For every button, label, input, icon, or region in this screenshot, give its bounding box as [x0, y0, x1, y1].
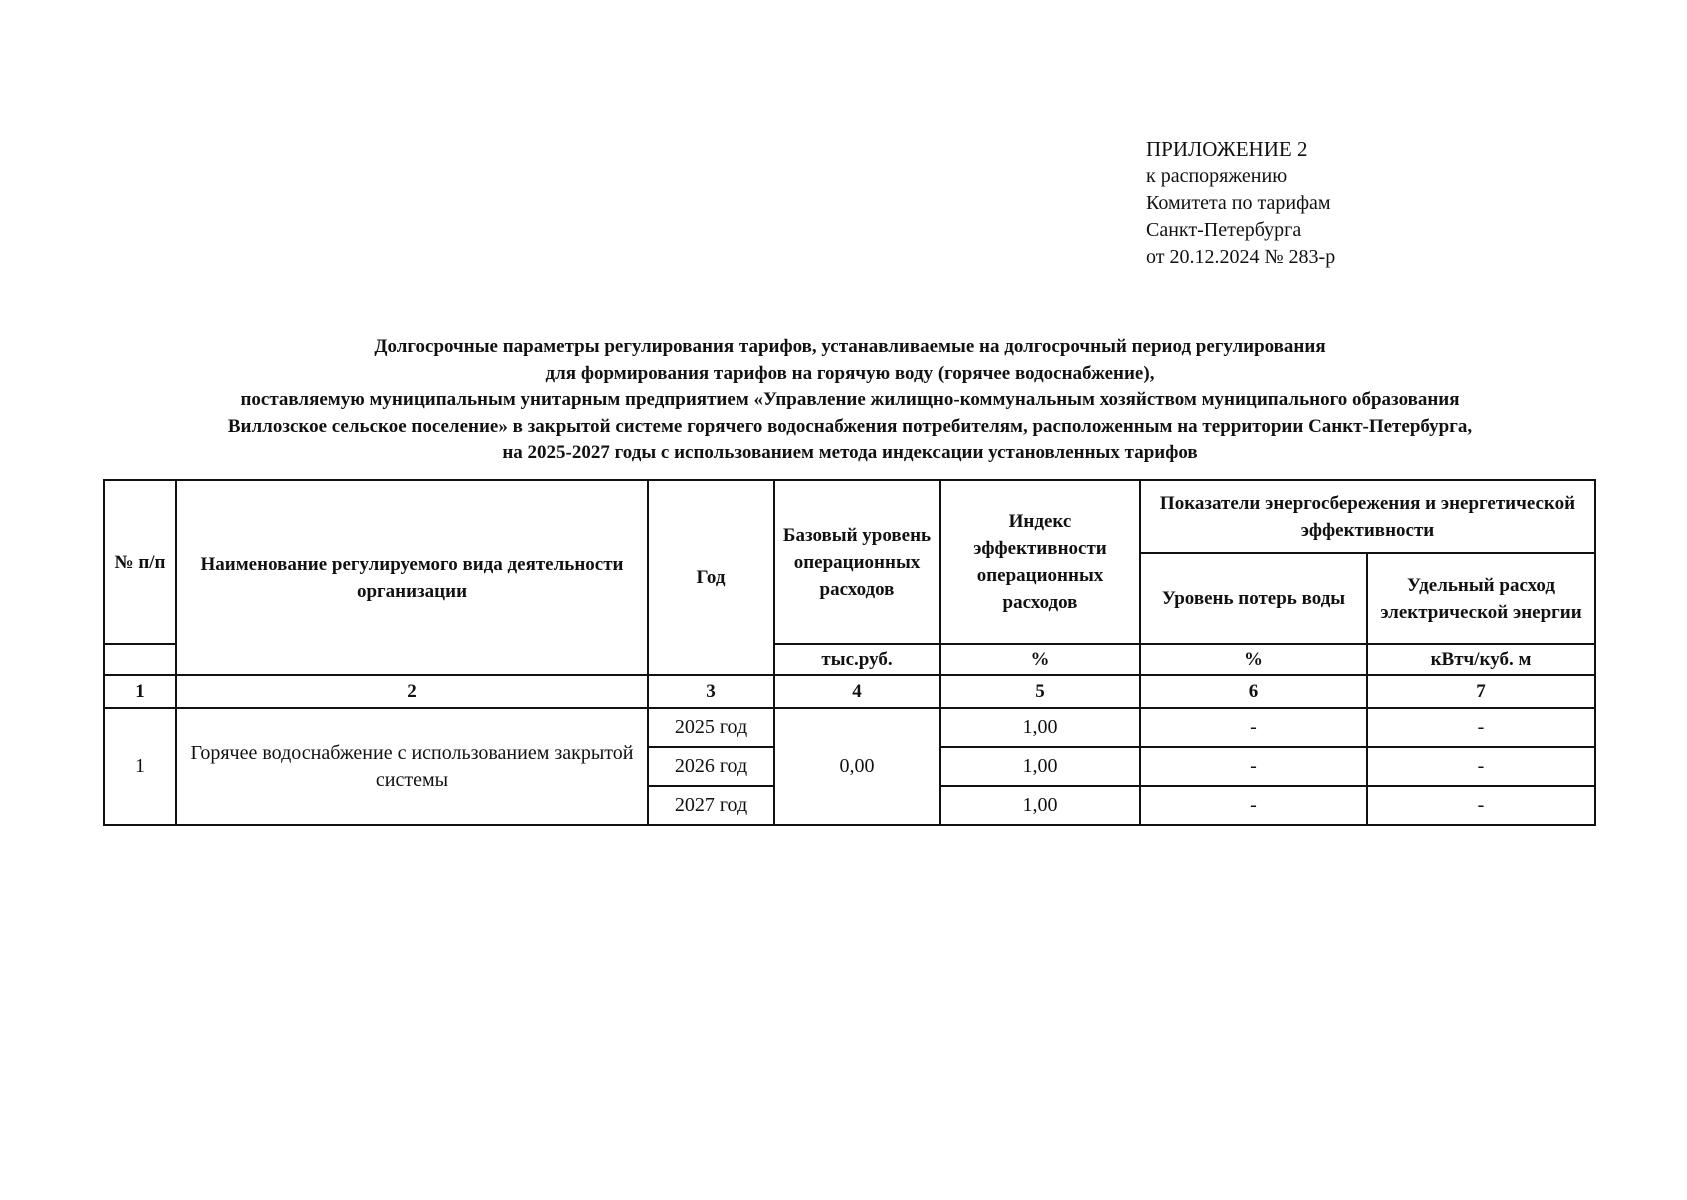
- header-row: [104, 480, 1595, 553]
- header-electricity: Удельный расход электрической энергии: [1367, 553, 1595, 644]
- parameters-table: [103, 479, 1596, 826]
- header-year: Год: [648, 480, 774, 675]
- title-line: поставляемую муниципальным унитарным предприятием «Управление жилищно-коммунальным хозяйством муниципального образования: [240, 389, 1460, 410]
- title-line: на 2025-2027 годы с использованием метода индексации установленных тарифов: [502, 442, 1198, 463]
- row-electricity: -: [1367, 708, 1595, 747]
- unit-water-loss: %: [1140, 644, 1367, 675]
- title-line: Долгосрочные параметры регулирования тарифов, устанавливаемые на долгосрочный период регулирования: [374, 336, 1326, 357]
- unit-electricity: кВтч/куб. м: [1367, 644, 1595, 675]
- row-num: 1: [104, 708, 176, 825]
- appendix-title: ПРИЛОЖЕНИЕ 2: [1146, 137, 1308, 161]
- column-number: 6: [1140, 675, 1367, 708]
- row-water-loss: -: [1140, 708, 1367, 747]
- table-row: [104, 708, 1595, 747]
- column-number: 7: [1367, 675, 1595, 708]
- header-energy-group: Показатели энергосбережения и энергетической эффективности: [1140, 480, 1595, 553]
- title-line: для формирования тарифов на горячую воду (горячее водоснабжение),: [545, 362, 1155, 384]
- units-num-empty: [104, 644, 176, 675]
- row-activity: Горячее водоснабжение с использованием закрытой системы: [176, 708, 648, 825]
- unit-base-cost: тыс.руб.: [774, 644, 940, 675]
- row-water-loss: -: [1140, 747, 1367, 786]
- header-efficiency-index: Индекс эффективности операционных расходов: [940, 480, 1140, 644]
- document-title: [100, 334, 1600, 467]
- column-number: 1: [104, 675, 176, 708]
- header-water-loss: Уровень потерь воды: [1140, 553, 1367, 644]
- header-num: № п/п: [104, 480, 176, 644]
- row-year: 2027 год: [648, 786, 774, 825]
- row-index: 1,00: [940, 786, 1140, 825]
- appendix-line: Санкт-Петербурга: [1146, 219, 1302, 241]
- row-water-loss: -: [1140, 786, 1367, 825]
- header-base-cost: Базовый уровень операционных расходов: [774, 480, 940, 644]
- appendix-line: к распоряжению: [1146, 165, 1288, 187]
- title-line: Виллозское сельское поселение» в закрытой системе горячего водоснабжения потребителям, расположенным на территории Санкт-Петербурга,: [227, 415, 1473, 437]
- appendix-block: [1146, 136, 1335, 271]
- row-year: 2025 год: [648, 708, 774, 747]
- appendix-line: Комитета по тарифам: [1146, 192, 1331, 214]
- row-year: 2026 год: [648, 747, 774, 786]
- header-activity: Наименование регулируемого вида деятельности организации: [176, 480, 648, 675]
- unit-efficiency-index: %: [940, 644, 1140, 675]
- column-number: 5: [940, 675, 1140, 708]
- row-index: 1,00: [940, 747, 1140, 786]
- appendix-date-number: от 20.12.2024 № 283-р: [1146, 246, 1336, 268]
- row-base-cost: 0,00: [774, 708, 940, 825]
- column-number: 2: [176, 675, 648, 708]
- row-electricity: -: [1367, 786, 1595, 825]
- row-electricity: -: [1367, 747, 1595, 786]
- column-number: 4: [774, 675, 940, 708]
- column-number: 3: [648, 675, 774, 708]
- column-numbers-row: [104, 675, 1595, 708]
- row-index: 1,00: [940, 708, 1140, 747]
